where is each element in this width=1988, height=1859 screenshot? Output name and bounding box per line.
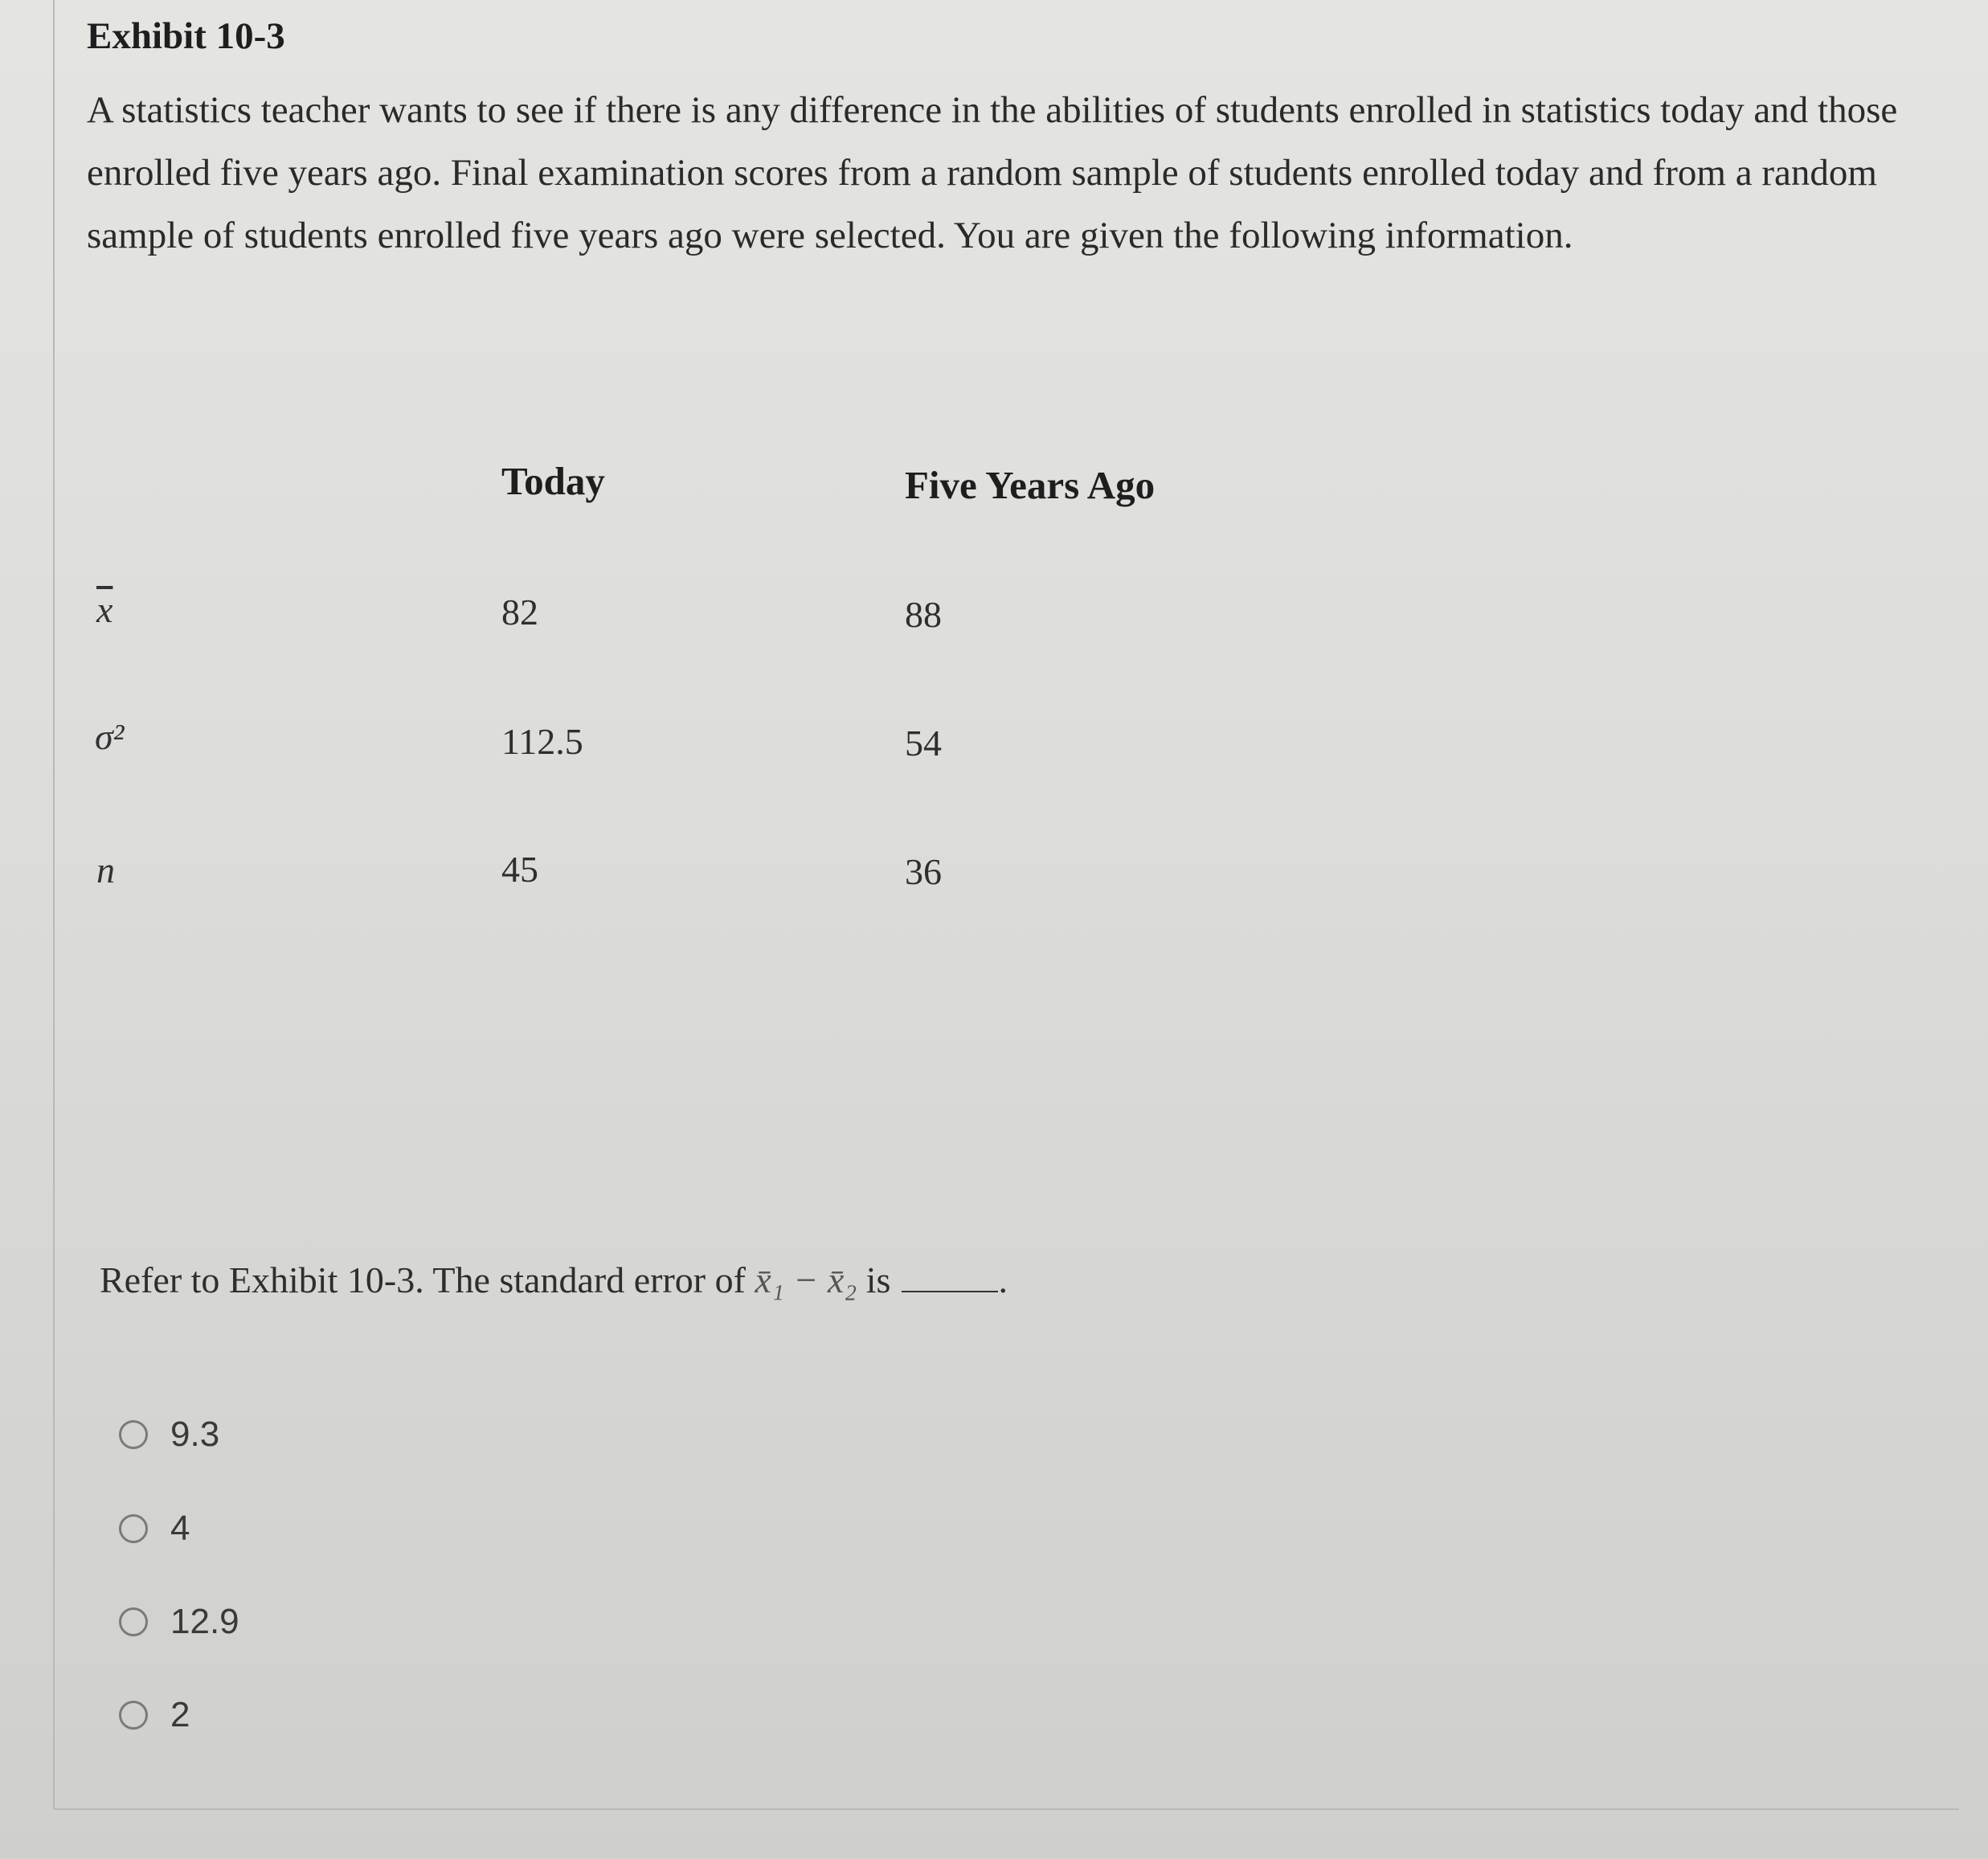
cell-n-five-years-ago: 36 <box>905 851 942 892</box>
answer-option-label: 2 <box>170 1695 190 1734</box>
row-label-sample-size: n <box>96 850 115 891</box>
radio-button[interactable] <box>119 1514 148 1543</box>
radio-button[interactable] <box>119 1607 148 1636</box>
question-end: . <box>998 1259 1008 1300</box>
exhibit-title: Exhibit 10-3 <box>87 15 285 57</box>
answer-option-label: 12.9 <box>170 1602 239 1641</box>
cell-variance-five-years-ago: 54 <box>905 723 942 764</box>
exhibit-intro: A statistics teacher wants to see if there is any difference in the abilities of students enrolled in statistics today and those enrolled five years ago. Final examination scores from a random sample of students enrolled today and from a random sample of students enrolled five years ago were selected. You are given the following information. <box>87 89 1898 256</box>
question-expression: x̄₁ − x̄₂ <box>755 1259 857 1300</box>
column-header-today: Today <box>501 459 605 503</box>
answer-option[interactable] <box>119 1412 219 1457</box>
answer-option[interactable] <box>119 1506 190 1551</box>
answer-blank <box>902 1262 998 1292</box>
question-suffix: is <box>865 1259 891 1300</box>
column-header-five-years-ago: Five Years Ago <box>905 463 1156 507</box>
answer-option-label: 4 <box>170 1509 190 1548</box>
cell-variance-today: 112.5 <box>501 721 583 762</box>
cell-mean-five-years-ago: 88 <box>905 594 942 635</box>
question-prefix: Refer to Exhibit 10-3. The standard error of <box>100 1259 746 1300</box>
question-text <box>100 1259 1008 1301</box>
radio-button[interactable] <box>119 1420 148 1449</box>
radio-button[interactable] <box>119 1701 148 1730</box>
answer-option[interactable] <box>119 1693 190 1738</box>
question-card <box>53 0 1959 1810</box>
answer-option[interactable] <box>119 1599 239 1644</box>
row-label-mean: $\overline{x}$ <box>96 589 113 630</box>
cell-mean-today: 82 <box>501 592 538 633</box>
answer-option-label: 9.3 <box>170 1415 220 1454</box>
row-label-variance: σ² <box>95 716 125 757</box>
cell-n-today: 45 <box>501 849 538 890</box>
